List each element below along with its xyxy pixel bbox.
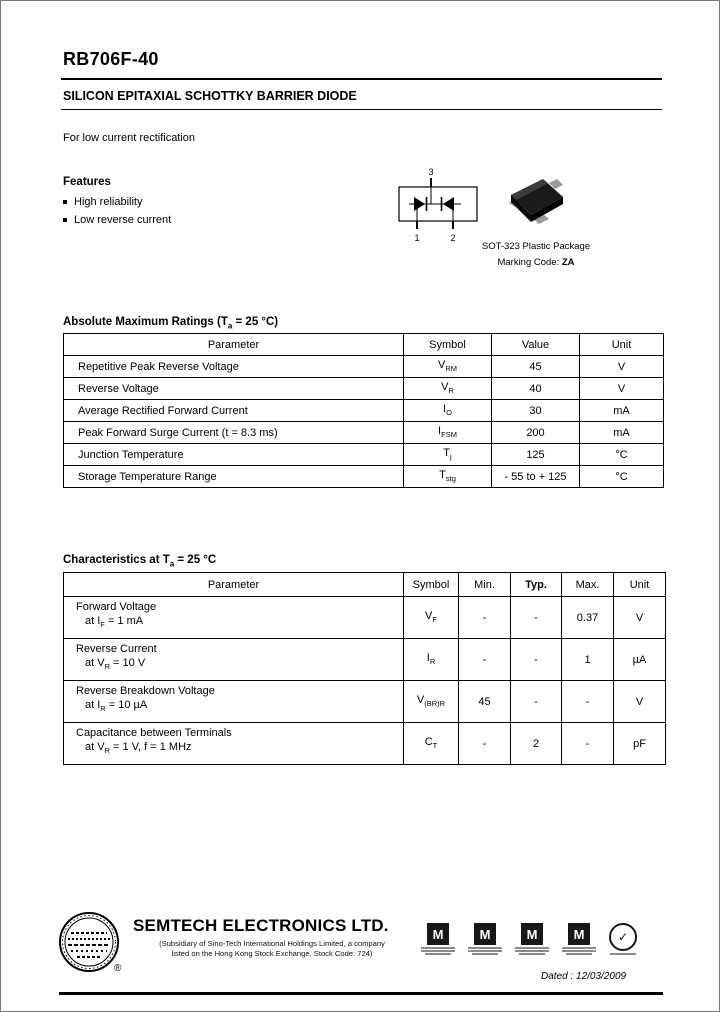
table-row	[64, 723, 666, 765]
col-typ: Typ.	[511, 573, 562, 597]
pin3-label: 3	[428, 167, 434, 177]
symbol-cell: $V_F$	[404, 597, 459, 639]
certification-mark-icon: M	[427, 923, 449, 945]
table-row	[64, 422, 664, 444]
min-cell: -	[459, 597, 511, 639]
min-cell: -	[459, 723, 511, 765]
parameter-cell: Reverse Current at $V_R = 10$ V	[64, 639, 404, 681]
symbol-cell: $I_R$	[404, 639, 459, 681]
unit-cell: V	[614, 681, 666, 723]
divider	[61, 109, 662, 110]
value-cell: - 55 to + 125	[492, 466, 580, 488]
unit-cell: µA	[614, 639, 666, 681]
document-description: For low current rectification	[63, 132, 196, 144]
symbol-cell: $T_j$	[404, 444, 492, 466]
table-row	[64, 356, 664, 378]
table-row	[64, 597, 666, 639]
unit-cell: V	[580, 378, 664, 400]
typ-cell: -	[511, 597, 562, 639]
absolute-maximum-ratings-table	[63, 333, 664, 488]
parameter-cell: Reverse Breakdown Voltage at $I_R = 10$ µA	[64, 681, 404, 723]
parameter-cell: Storage Temperature Range	[64, 466, 404, 488]
symbol-cell: $V_{RM}$	[404, 356, 492, 378]
col-value: Value	[492, 334, 580, 356]
min-cell: -	[459, 639, 511, 681]
col-parameter: Parameter	[64, 334, 404, 356]
document-title: SILICON EPITAXIAL SCHOTTKY BARRIER DIODE	[63, 89, 357, 103]
min-cell: 45	[459, 681, 511, 723]
value-cell: 40	[492, 378, 580, 400]
table-row	[64, 681, 666, 723]
certification-logo	[562, 923, 596, 955]
parameter-cell: Reverse Voltage	[64, 378, 404, 400]
certification-mark-icon: M	[474, 923, 496, 945]
certification-seal-icon: ✓	[609, 923, 637, 951]
pin2-label: 2	[450, 233, 456, 243]
typ-cell: 2	[511, 723, 562, 765]
parameter-cell: Capacitance between Terminals at $V_R = 1$ V, f = 1 MHz	[64, 723, 404, 765]
feature-label: Low reverse current	[74, 214, 172, 226]
symbol-cell: $I_{FSM}$	[404, 422, 492, 444]
col-symbol: Symbol	[404, 573, 459, 597]
parameter-cell: Forward Voltage at $I_F = 1$ mA	[64, 597, 404, 639]
feature-label: High reliability	[74, 196, 143, 208]
characteristics-heading: Characteristics at $T_a = 25$ °C	[63, 554, 217, 569]
symbol-cell: $V_{(BR)R}$	[404, 681, 459, 723]
table-header-row	[64, 573, 666, 597]
value-cell: 30	[492, 400, 580, 422]
max-cell: 1	[562, 639, 614, 681]
feature-item	[63, 196, 142, 208]
col-parameter: Parameter	[64, 573, 404, 597]
package-pinout-diagram	[391, 164, 487, 244]
certification-mark-icon: M	[568, 923, 590, 945]
unit-cell: °C	[580, 444, 664, 466]
abs-max-heading: Absolute Maximum Ratings ($T_a = 25$ °C)	[63, 316, 279, 331]
parameter-cell: Average Rectified Forward Current	[64, 400, 404, 422]
bullet-icon	[63, 200, 67, 204]
dated-stamp: Dated : 12/03/2009	[541, 971, 627, 982]
divider	[59, 992, 663, 995]
col-symbol: Symbol	[404, 334, 492, 356]
symbol-cell: $I_O$	[404, 400, 492, 422]
value-cell: 45	[492, 356, 580, 378]
col-min: Min.	[459, 573, 511, 597]
characteristics-table	[63, 572, 666, 765]
max-cell: -	[562, 723, 614, 765]
value-cell: 200	[492, 422, 580, 444]
unit-cell: °C	[580, 466, 664, 488]
symbol-cell: $C_T$	[404, 723, 459, 765]
certification-mark-icon: M	[521, 923, 543, 945]
pin1-label: 1	[414, 233, 420, 243]
symbol-cell: $T_{stg}$	[404, 466, 492, 488]
package-name: SOT-323 Plastic Package	[481, 241, 591, 252]
features-heading: Features	[63, 176, 111, 188]
company-subsidiary-note: (Subsidiary of Sino-Tech International Holdings Limited, a company listed on the Hong Kong Stock Exchange, Stock Code: 724)	[159, 939, 385, 959]
table-row	[64, 400, 664, 422]
table-header-row	[64, 334, 664, 356]
registered-trademark: ®	[114, 963, 122, 974]
value-cell: 125	[492, 444, 580, 466]
symbol-cell: $V_R$	[404, 378, 492, 400]
table-row	[64, 378, 664, 400]
typ-cell: -	[511, 681, 562, 723]
parameter-cell: Peak Forward Surge Current (t = 8.3 ms)	[64, 422, 404, 444]
certification-logo	[609, 923, 637, 955]
company-logo	[57, 909, 121, 975]
table-row	[64, 466, 664, 488]
col-unit: Unit	[580, 334, 664, 356]
unit-cell: mA	[580, 422, 664, 444]
max-cell: -	[562, 681, 614, 723]
feature-item	[63, 214, 171, 226]
bullet-icon	[63, 218, 67, 222]
certification-logo	[421, 923, 455, 955]
package-photo	[499, 173, 571, 235]
unit-cell: V	[614, 597, 666, 639]
unit-cell: mA	[580, 400, 664, 422]
certification-logo	[468, 923, 502, 955]
unit-cell: pF	[614, 723, 666, 765]
divider	[61, 78, 662, 80]
marking-code: Marking Code: ZA	[497, 257, 575, 268]
col-unit: Unit	[614, 573, 666, 597]
unit-cell: V	[580, 356, 664, 378]
certification-logos	[421, 923, 637, 955]
certification-logo	[515, 923, 549, 955]
table-row	[64, 639, 666, 681]
col-max: Max.	[562, 573, 614, 597]
parameter-cell: Repetitive Peak Reverse Voltage	[64, 356, 404, 378]
max-cell: 0.37	[562, 597, 614, 639]
table-row	[64, 444, 664, 466]
part-number: RB706F-40	[63, 49, 159, 69]
parameter-cell: Junction Temperature	[64, 444, 404, 466]
typ-cell: -	[511, 639, 562, 681]
company-name: SEMTECH ELECTRONICS LTD.	[133, 916, 389, 935]
